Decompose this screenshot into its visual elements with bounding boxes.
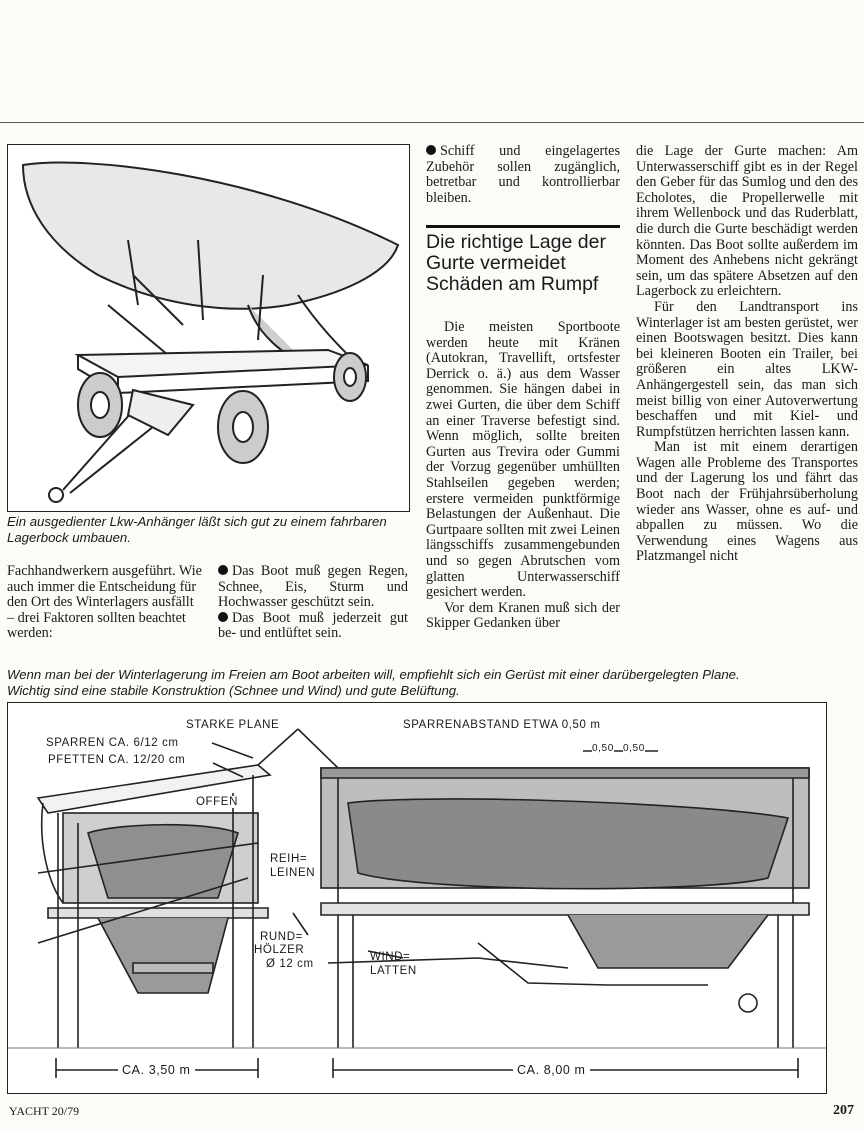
top-rule [0, 122, 864, 123]
figure2-caption-line2: Wichtig sind eine stabile Konstruktion (Schnee und Wind) und gute Belüftung. [7, 683, 460, 698]
paragraph: Vor dem Kranen muß sich der Skipper Gedanken über [426, 599, 620, 632]
trailer-drawing [8, 145, 409, 511]
footer-magazine: YACHT 20/79 [9, 1104, 80, 1118]
paragraph: Für den Landtransport ins Winterlager ist am besten gerüstet, wer einen Bootswagen besitzt. Dies kann bei kleineren Booten ein Trailer, bei größeren ein altes LKW-Anhängergestell sein, das man sich meist billig von einer Autoverwertung beschaffen und mit Kiel- und Rumpfstützen herrichten lassen kann. [636, 298, 858, 440]
label-starke-plane: STARKE PLANE [186, 719, 280, 731]
label-latten: LATTEN [370, 965, 417, 977]
figure2-caption-line1: Wenn man bei der Winterlagerung im Freien am Boot arbeiten will, empfiehlt sich ein Gerüst mit einer darübergelegten Plane. [7, 667, 740, 682]
column-3-body [426, 320, 620, 632]
figure1-caption: Ein ausgedienter Lkw-Anhänger läßt sich gut zu einem fahrbaren Lagerbock umbauen. [7, 514, 387, 545]
label-sparren: SPARREN CA. 6/12 cm [46, 737, 179, 749]
bullet-dot-icon [218, 565, 228, 575]
label-diameter: Ø 12 cm [266, 958, 314, 970]
label-pfetten: PFETTEN CA. 12/20 cm [48, 754, 186, 766]
bullet-dot-icon [218, 612, 228, 622]
label-wind: WIND= [370, 951, 411, 963]
col1-text: Fachhandwerkern ausgeführt. Wie auch immer die Entscheidung für den Ort des Winterlagers ausfällt – drei Faktoren sollten beachtet werden: [7, 563, 202, 642]
label-dim-050-b: 0,50 [623, 743, 645, 754]
bullet-item: Das Boot muß jederzeit gut be- und entlüftet sein. [218, 609, 408, 642]
label-rund: RUND= [260, 931, 303, 943]
section-heading: Die richtige Lage der Gurte vermeidet Schäden am Rumpf [426, 231, 606, 295]
bullet-item: Das Boot muß gegen Regen, Schnee, Eis, Sturm und Hochwasser geschützt sein. [218, 563, 408, 611]
column-3-top [426, 144, 620, 206]
column-1 [7, 564, 204, 642]
column-4 [636, 144, 858, 565]
trailer-illustration [7, 144, 410, 512]
paragraph: Die meisten Sportboote werden heute mit Kränen (Autokran, Travellift, ortsfester Derrick o. ä.) aus dem Wasser genommen. Sie hängen dabei in zwei Gurten, die über dem Schiff an einer Traverse befestigt sind. Wenn möglich, sollte breiten Gurten aus Trevira oder Gummi der Vorzug gegenüber umhüllten Stahlseilen gegeben werden; erstere vermeiden punktförmige Belastungen der Außenhaut. Die Gurtpaare sollten mit zwei Leinen längsschiffs zusammengebunden und so gegen Abrutschen vom glatten Unterwasserschiff gesichert werden. [426, 319, 620, 601]
column-2 [218, 564, 408, 642]
bullet-dot-icon [426, 145, 436, 155]
label-sparrenabstand: SPARRENABSTAND ETWA 0,50 m [403, 719, 601, 731]
label-hoelzer: HÖLZER [254, 944, 305, 956]
label-offen: OFFEN [196, 796, 238, 808]
label-leinen: LEINEN [270, 867, 316, 879]
label-width-large: CA. 8,00 m [513, 1063, 590, 1077]
figure2-caption [7, 667, 857, 699]
footer-page-number: 207 [833, 1103, 854, 1118]
label-width-small: CA. 3,50 m [118, 1063, 195, 1077]
scaffold-illustration [7, 702, 827, 1094]
paragraph: Man ist mit einem derartigen Wagen alle Probleme des Transportes und der Lagerung los und fährt das Boot nach der Frühjahrsüberholung wieder ans Wasser, ohne es auf- und abpallen zu müssen. Wo die Verwendung eines Wagens aus Platzmangel nicht [636, 439, 858, 565]
bullet-item: Schiff und eingelagertes Zubehör sollen zugänglich, betretbar und kontrollierbar bleiben. [426, 143, 620, 206]
heading-rule [426, 225, 620, 228]
label-dim-050-a: 0,50 [592, 743, 614, 754]
label-reih: REIH= [270, 853, 308, 865]
paragraph: die Lage der Gurte machen: Am Unterwasserschiff gibt es in der Regel den Geber für das Sumlog und den des Echolotes, die Propellerwelle mit ihrem Wellenbock und das Ruderblatt, die durch die Gurte beschädigt werden könnten. Das Boot sollte außerdem im Moment des Anhebens nicht gekrängt sein, um das spätere Absetzen auf den Lagerbock zu erleichtern. [636, 143, 858, 300]
